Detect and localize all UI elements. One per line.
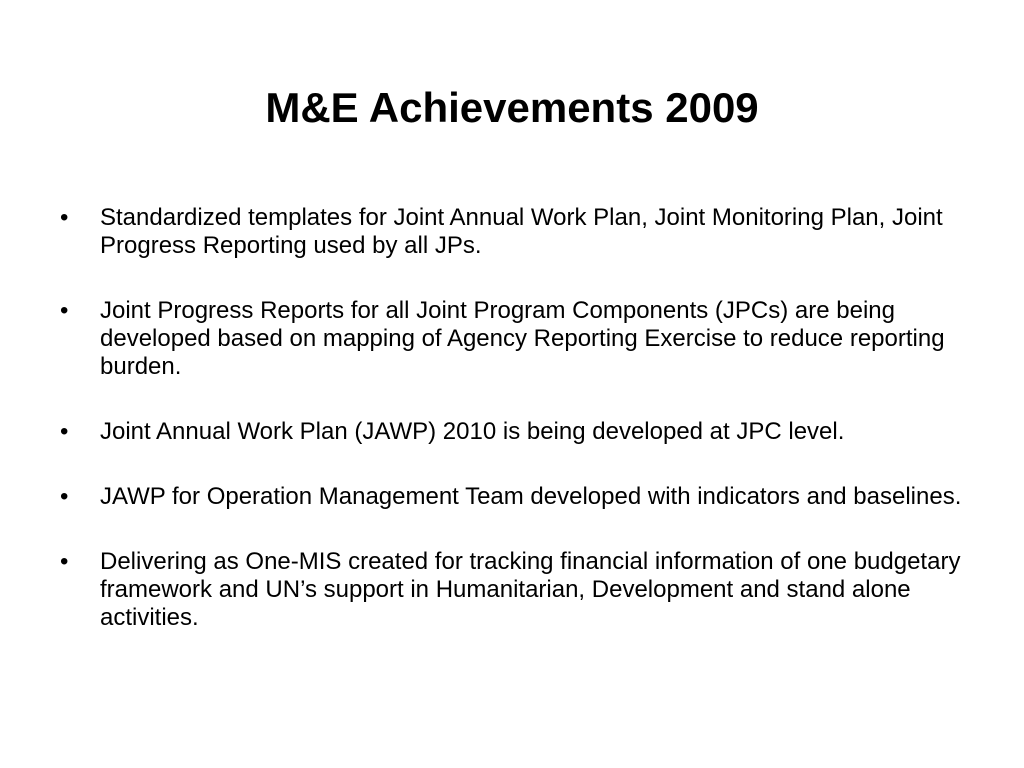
bullet-list <box>60 204 972 669</box>
bullet-text: Joint Annual Work Plan (JAWP) 2010 is being developed at JPC level. <box>100 418 845 445</box>
bullet-icon: • <box>60 297 69 324</box>
bullet-text: Delivering as One-MIS created for tracking financial information of one budgetary framework and UN’s support in Humanitarian, Development and stand alone activities. <box>100 548 961 631</box>
bullet-text: Joint Progress Reports for all Joint Program Components (JPCs) are being developed based on mapping of Agency Reporting Exercise to reduce reporting burden. <box>100 297 945 380</box>
bullet-icon: • <box>60 418 69 445</box>
bullet-text: Standardized templates for Joint Annual Work Plan, Joint Monitoring Plan, Joint Progress Reporting used by all JPs. <box>100 204 943 259</box>
slide-title: M&E Achievements 2009 <box>265 84 759 131</box>
bullet-item <box>60 204 972 260</box>
bullet-icon: • <box>60 483 69 510</box>
bullet-item <box>60 418 972 446</box>
bullet-item <box>60 297 972 381</box>
bullet-item <box>60 483 972 511</box>
bullet-text: JAWP for Operation Management Team developed with indicators and baselines. <box>100 483 962 510</box>
bullet-icon: • <box>60 204 69 231</box>
bullet-item <box>60 548 972 632</box>
bullet-icon: • <box>60 548 69 575</box>
